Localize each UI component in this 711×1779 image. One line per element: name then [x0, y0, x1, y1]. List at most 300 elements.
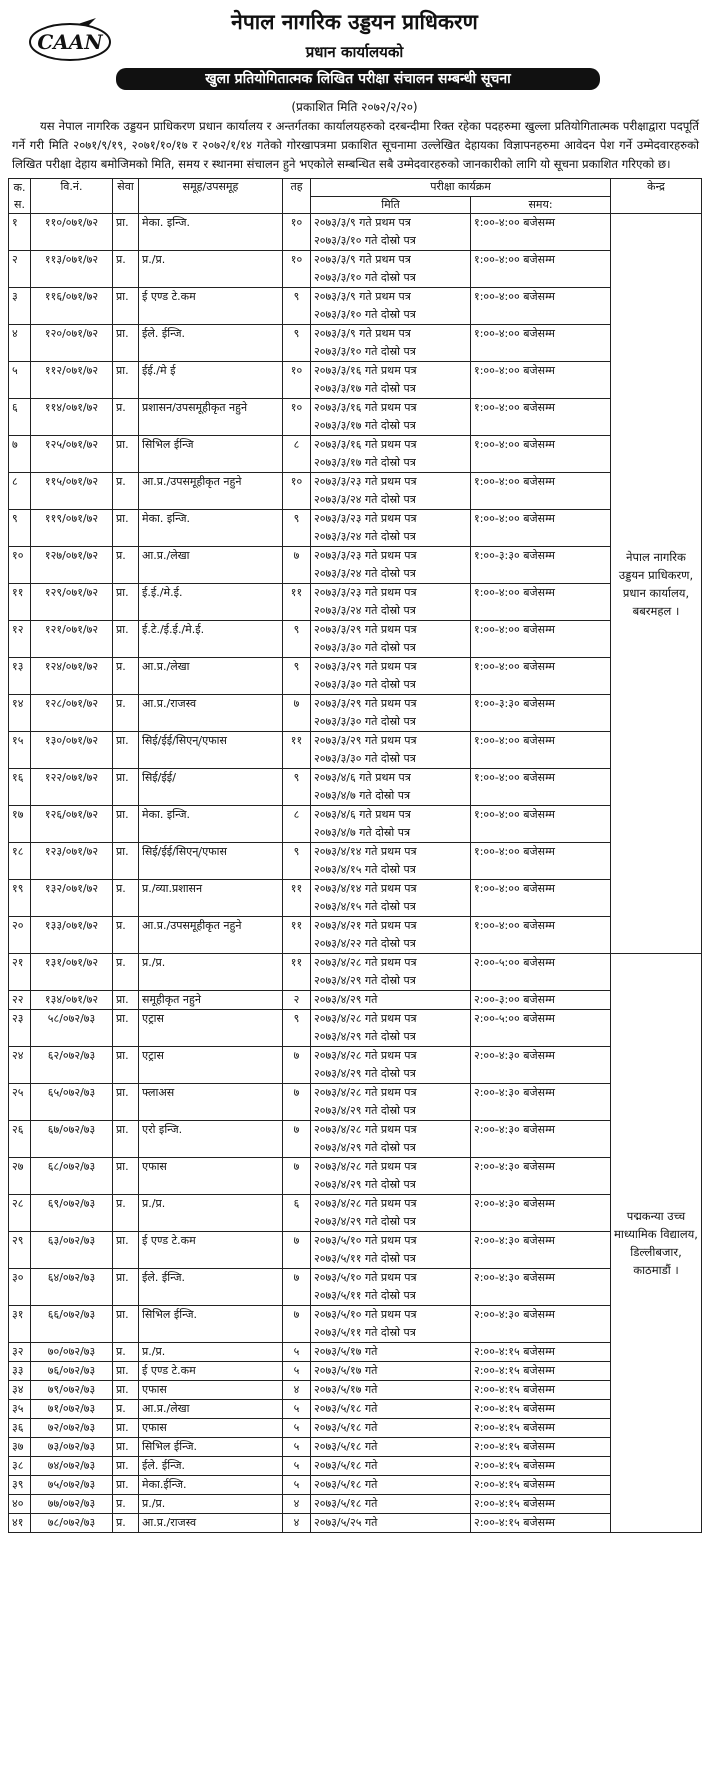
- exam-date-line: २०७३/४/२८ गते प्रथम पत्र: [314, 1049, 417, 1062]
- exam-date-line: २०७३/४/२९ गते दोस्रो पत्र: [314, 1067, 416, 1080]
- row-exam-time: १:००-४:०० बजेसम्म: [471, 732, 611, 769]
- table-header-row: [9, 179, 702, 197]
- row-exam-date: [311, 621, 471, 658]
- row-service: प्रा.: [113, 1476, 139, 1495]
- row-exam-time: २:००-४:३० बजेसम्म: [471, 1121, 611, 1158]
- row-group: प्र./प्र.: [139, 1343, 283, 1362]
- row-ad-no: ११९/०७१/७२: [31, 510, 113, 547]
- row-level: २: [283, 991, 311, 1010]
- table-row: [9, 1010, 702, 1047]
- exam-date-line: २०७३/४/२८ गते प्रथम पत्र: [314, 1197, 417, 1210]
- table-row: [9, 769, 702, 806]
- exam-date-line: २०७३/३/१० गते दोस्रो पत्र: [314, 345, 416, 358]
- published-date: (प्रकाशित मिति २०७२/२/२०): [291, 100, 418, 114]
- exam-date-line: २०७३/४/२९ गते: [314, 993, 378, 1006]
- table-row: [9, 473, 702, 510]
- row-group: सिभिल ईन्जि: [139, 436, 283, 473]
- exam-date-line: २०७३/४/२८ गते प्रथम पत्र: [314, 1012, 417, 1025]
- exam-date-line: २०७३/३/२९ गते प्रथम पत्र: [314, 697, 417, 710]
- row-exam-date: [311, 1419, 471, 1438]
- row-level: ५: [283, 1419, 311, 1438]
- exam-date-line: २०७३/३/३० गते दोस्रो पत्र: [314, 715, 416, 728]
- exam-date-line: २०७३/३/१७ गते दोस्रो पत्र: [314, 456, 416, 469]
- row-group: प्र./प्र.: [139, 1495, 283, 1514]
- row-service: प्रा.: [113, 1306, 139, 1343]
- row-sn: १२: [9, 621, 31, 658]
- row-level: ९: [283, 658, 311, 695]
- row-exam-time: १:००-४:०० बजेसम्म: [471, 621, 611, 658]
- exam-date-line: २०७३/४/२९ गते दोस्रो पत्र: [314, 974, 416, 987]
- row-sn: १३: [9, 658, 31, 695]
- row-exam-time: २:००-४:३० बजेसम्म: [471, 1269, 611, 1306]
- row-service: प्र.: [113, 399, 139, 436]
- row-group: आ.प्र./राजस्व: [139, 1514, 283, 1533]
- row-exam-date: [311, 658, 471, 695]
- row-ad-no: ६२/०७२/७३: [31, 1047, 113, 1084]
- row-ad-no: १२४/०७१/७२: [31, 658, 113, 695]
- row-ad-no: १२६/०७१/७२: [31, 806, 113, 843]
- exam-date-line: २०७३/३/२९ गते प्रथम पत्र: [314, 734, 417, 747]
- row-exam-date: [311, 1084, 471, 1121]
- exam-date-line: २०७३/४/१४ गते प्रथम पत्र: [314, 882, 417, 895]
- row-exam-time: २:००-३:०० बजेसम्म: [471, 991, 611, 1010]
- exam-date-line: २०७३/४/२८ गते प्रथम पत्र: [314, 956, 417, 969]
- exam-date-line: २०७३/५/१० गते प्रथम पत्र: [314, 1234, 417, 1247]
- row-service: प्र.: [113, 1195, 139, 1232]
- row-service: प्र.: [113, 473, 139, 510]
- exam-date-line: २०७३/३/१६ गते प्रथम पत्र: [314, 364, 417, 377]
- exam-date-line: २०७३/३/१६ गते प्रथम पत्र: [314, 438, 417, 451]
- row-level: ९: [283, 510, 311, 547]
- row-ad-no: ६६/०७२/७३: [31, 1306, 113, 1343]
- row-exam-date: [311, 325, 471, 362]
- row-service: प्रा.: [113, 806, 139, 843]
- intro-paragraph: यस नेपाल नागरिक उड्डयन प्राधिकरण प्रधान कार्यालय र अन्तर्गतका कार्यालयहरुको दरबन्दीमा रिक्त रहेका पदहरुमा खुल्ला प्रतियोगितात्मक परीक्षाद्वारा पदपूर्ति गर्ने गरी मिति २०७१/९/१९, २०७१/१०/१७ र २०७२/१/१४ गतेको गोरखापत्रमा प्रकाशित सूचनामा उल्लेखित देहायका विज्ञापनहरुमा आवेदन पेश गर्ने उम्मेदवारहरुको लिखित परीक्षा देहाय बमोजिमको मिति, समय र स्थानमा संचालन हुने भएकोले सम्बन्धित सबै उम्मेदवारहरुको जानकारीको लागि यो सूचना प्रकाशित गरिएको छ।: [12, 119, 699, 171]
- header-sn: क. स.: [9, 179, 31, 214]
- row-level: ५: [283, 1438, 311, 1457]
- row-group: ईले. ईन्जि.: [139, 325, 283, 362]
- row-level: ७: [283, 1158, 311, 1195]
- row-level: १०: [283, 214, 311, 251]
- row-level: ९: [283, 1010, 311, 1047]
- header-center: केन्द्र: [611, 179, 702, 214]
- table-row: [9, 917, 702, 954]
- header-time: समय:: [471, 196, 611, 214]
- row-level: ११: [283, 880, 311, 917]
- row-sn: ३५: [9, 1400, 31, 1419]
- row-sn: ३७: [9, 1438, 31, 1457]
- table-row: [9, 1047, 702, 1084]
- row-service: प्रा.: [113, 1438, 139, 1457]
- table-row: [9, 1362, 702, 1381]
- row-level: ७: [283, 1306, 311, 1343]
- exam-date-line: २०७३/४/२९ गते दोस्रो पत्र: [314, 1030, 416, 1043]
- row-exam-date: [311, 1195, 471, 1232]
- row-level: ९: [283, 288, 311, 325]
- row-group: समूहीकृत नहुने: [139, 991, 283, 1010]
- table-row: [9, 1343, 702, 1362]
- row-exam-date: [311, 584, 471, 621]
- exam-date-line: २०७३/३/२३ गते प्रथम पत्र: [314, 475, 417, 488]
- row-exam-time: २:००-४:३० बजेसम्म: [471, 1306, 611, 1343]
- exam-date-line: २०७३/३/१६ गते प्रथम पत्र: [314, 401, 417, 414]
- row-service: प्रा.: [113, 1269, 139, 1306]
- table-row: [9, 288, 702, 325]
- row-group: प्र./प्र.: [139, 1195, 283, 1232]
- row-exam-date: [311, 1269, 471, 1306]
- row-level: ७: [283, 547, 311, 584]
- row-sn: १५: [9, 732, 31, 769]
- row-group: ईले. ईन्जि.: [139, 1269, 283, 1306]
- table-row: [9, 695, 702, 732]
- row-service: प्र.: [113, 547, 139, 584]
- row-ad-no: ७९/०७२/७३: [31, 1381, 113, 1400]
- row-level: ७: [283, 1269, 311, 1306]
- row-group: एट्रास: [139, 1047, 283, 1084]
- row-ad-no: ११४/०७१/७२: [31, 399, 113, 436]
- table-row: [9, 954, 702, 991]
- row-ad-no: १२०/०७१/७२: [31, 325, 113, 362]
- row-service: प्रा.: [113, 1381, 139, 1400]
- row-level: ५: [283, 1343, 311, 1362]
- row-group: आ.प्र./राजस्व: [139, 695, 283, 732]
- row-level: ११: [283, 584, 311, 621]
- table-row: [9, 547, 702, 584]
- row-ad-no: ६४/०७२/७३: [31, 1269, 113, 1306]
- header-level: तह: [283, 179, 311, 214]
- table-row: [9, 584, 702, 621]
- row-group: मेका.ईन्जि.: [139, 1476, 283, 1495]
- row-group: ई एण्ड टे.कम: [139, 288, 283, 325]
- row-exam-time: २:००-५:०० बजेसम्म: [471, 1010, 611, 1047]
- row-group: फ्लाअस: [139, 1084, 283, 1121]
- table-row: [9, 1419, 702, 1438]
- row-ad-no: ७७/०७२/७३: [31, 1495, 113, 1514]
- row-service: प्रा.: [113, 1121, 139, 1158]
- exam-date-line: २०७३/४/२९ गते दोस्रो पत्र: [314, 1141, 416, 1154]
- exam-date-line: २०७३/५/१७ गते: [314, 1383, 378, 1396]
- row-service: प्र.: [113, 917, 139, 954]
- row-level: ७: [283, 1047, 311, 1084]
- row-exam-date: [311, 954, 471, 991]
- row-ad-no: १३३/०७१/७२: [31, 917, 113, 954]
- office-name: प्रधान कार्यालयको: [305, 43, 404, 61]
- exam-date-line: २०७३/५/१० गते प्रथम पत्र: [314, 1271, 417, 1284]
- row-sn: ४: [9, 325, 31, 362]
- header-date: मिति: [311, 196, 471, 214]
- row-exam-time: २:००-४:१५ बजेसम्म: [471, 1514, 611, 1533]
- row-sn: १६: [9, 769, 31, 806]
- row-service: प्र.: [113, 880, 139, 917]
- exam-date-line: २०७३/३/९ गते प्रथम पत्र: [314, 216, 411, 229]
- row-exam-date: [311, 769, 471, 806]
- row-sn: १४: [9, 695, 31, 732]
- row-exam-time: २:००-४:१५ बजेसम्म: [471, 1381, 611, 1400]
- exam-center: नेपाल नागरिक उड्डयन प्राधिकरण, प्रधान कार्यालय, बबरमहल ।: [611, 214, 702, 954]
- row-exam-time: २:००-४:१५ बजेसम्म: [471, 1343, 611, 1362]
- row-exam-date: [311, 1306, 471, 1343]
- row-group: आ.प्र./उपसमूहीकृत नहुने: [139, 917, 283, 954]
- exam-date-line: २०७३/४/२२ गते दोस्रो पत्र: [314, 937, 416, 950]
- exam-date-line: २०७३/३/२९ गते प्रथम पत्र: [314, 623, 417, 636]
- notice-title-banner: खुला प्रतियोगितात्मक लिखित परीक्षा संचालन सम्बन्धी सूचना: [116, 68, 600, 90]
- row-level: ४: [283, 1514, 311, 1533]
- row-group: सिभिल ईन्जि.: [139, 1306, 283, 1343]
- row-exam-time: १:००-४:०० बजेसम्म: [471, 436, 611, 473]
- row-service: प्रा.: [113, 325, 139, 362]
- row-group: सिई/ईई/सिएन्/एफास: [139, 732, 283, 769]
- exam-date-line: २०७३/३/२४ गते दोस्रो पत्र: [314, 604, 416, 617]
- row-sn: २८: [9, 1195, 31, 1232]
- row-service: प्र.: [113, 1514, 139, 1533]
- row-ad-no: ६९/०७२/७३: [31, 1195, 113, 1232]
- table-row: [9, 1084, 702, 1121]
- row-service: प्र.: [113, 251, 139, 288]
- row-sn: ७: [9, 436, 31, 473]
- row-group: आ.प्र./लेखा: [139, 658, 283, 695]
- table-row: [9, 1121, 702, 1158]
- row-sn: २६: [9, 1121, 31, 1158]
- row-level: ८: [283, 436, 311, 473]
- row-ad-no: १३०/०७१/७२: [31, 732, 113, 769]
- exam-date-line: २०७३/४/६ गते प्रथम पत्र: [314, 771, 411, 784]
- row-sn: २२: [9, 991, 31, 1010]
- row-service: प्रा.: [113, 214, 139, 251]
- row-sn: ५: [9, 362, 31, 399]
- row-exam-date: [311, 991, 471, 1010]
- row-ad-no: ६५/०७२/७३: [31, 1084, 113, 1121]
- row-exam-date: [311, 547, 471, 584]
- exam-date-line: २०७३/५/१८ गते: [314, 1497, 378, 1510]
- row-ad-no: ७५/०७२/७३: [31, 1476, 113, 1495]
- row-ad-no: ११६/०७१/७२: [31, 288, 113, 325]
- row-ad-no: १२५/०७१/७२: [31, 436, 113, 473]
- table-row: [9, 806, 702, 843]
- exam-date-line: २०७३/३/१७ गते दोस्रो पत्र: [314, 382, 416, 395]
- row-service: प्रा.: [113, 288, 139, 325]
- row-level: ५: [283, 1362, 311, 1381]
- org-name: नेपाल नागरिक उड्डयन प्राधिकरण: [231, 10, 478, 34]
- exam-date-line: २०७३/३/२४ गते दोस्रो पत्र: [314, 567, 416, 580]
- row-ad-no: ७१/०७२/७३: [31, 1400, 113, 1419]
- row-exam-time: १:००-३:३० बजेसम्म: [471, 695, 611, 732]
- row-group: मेका. इन्जि.: [139, 214, 283, 251]
- row-service: प्रा.: [113, 362, 139, 399]
- table-row: [9, 1514, 702, 1533]
- table-row: [9, 991, 702, 1010]
- row-group: ई एण्ड टे.कम: [139, 1232, 283, 1269]
- exam-date-line: २०७३/५/११ गते दोस्रो पत्र: [314, 1289, 416, 1302]
- row-service: प्रा.: [113, 1362, 139, 1381]
- row-exam-time: २:००-४:३० बजेसम्म: [471, 1232, 611, 1269]
- row-service: प्र.: [113, 1400, 139, 1419]
- row-level: ५: [283, 1457, 311, 1476]
- row-exam-date: [311, 1343, 471, 1362]
- row-sn: २१: [9, 954, 31, 991]
- row-exam-date: [311, 1438, 471, 1457]
- row-group: सिई/ईई/सिएन्/एफास: [139, 843, 283, 880]
- row-level: १०: [283, 473, 311, 510]
- row-sn: ४०: [9, 1495, 31, 1514]
- row-sn: ४१: [9, 1514, 31, 1533]
- table-row: [9, 1306, 702, 1343]
- row-exam-time: २:००-४:३० बजेसम्म: [471, 1195, 611, 1232]
- row-exam-time: १:००-४:०० बजेसम्म: [471, 843, 611, 880]
- row-sn: ३२: [9, 1343, 31, 1362]
- row-sn: २३: [9, 1010, 31, 1047]
- row-exam-time: १:००-४:०० बजेसम्म: [471, 251, 611, 288]
- exam-center: पद्मकन्या उच्च माध्यामिक विद्यालय, डिल्लीबजार, काठमाडौं ।: [611, 954, 702, 1533]
- row-exam-date: [311, 880, 471, 917]
- row-exam-date: [311, 917, 471, 954]
- row-sn: २५: [9, 1084, 31, 1121]
- exam-date-line: २०७३/४/२९ गते दोस्रो पत्र: [314, 1215, 416, 1228]
- row-sn: ३१: [9, 1306, 31, 1343]
- exam-date-line: २०७३/५/१७ गते: [314, 1364, 378, 1377]
- row-exam-time: २:००-४:१५ बजेसम्म: [471, 1476, 611, 1495]
- row-sn: ३३: [9, 1362, 31, 1381]
- row-sn: १७: [9, 806, 31, 843]
- row-group: आ.प्र./लेखा: [139, 547, 283, 584]
- row-ad-no: १२२/०७१/७२: [31, 769, 113, 806]
- row-service: प्रा.: [113, 1084, 139, 1121]
- row-exam-date: [311, 1514, 471, 1533]
- exam-date-line: २०७३/५/११ गते दोस्रो पत्र: [314, 1326, 416, 1339]
- table-row: [9, 1158, 702, 1195]
- row-ad-no: ११३/०७१/७२: [31, 251, 113, 288]
- exam-date-line: २०७३/३/२३ गते प्रथम पत्र: [314, 512, 417, 525]
- row-level: ६: [283, 1195, 311, 1232]
- row-sn: ३६: [9, 1419, 31, 1438]
- row-exam-time: २:००-५:०० बजेसम्म: [471, 954, 611, 991]
- exam-date-line: २०७३/३/१० गते दोस्रो पत्र: [314, 234, 416, 247]
- row-level: ११: [283, 954, 311, 991]
- table-row: [9, 880, 702, 917]
- row-sn: ११: [9, 584, 31, 621]
- row-exam-time: २:००-४:३० बजेसम्म: [471, 1047, 611, 1084]
- exam-date-line: २०७३/४/२८ गते प्रथम पत्र: [314, 1123, 417, 1136]
- row-ad-no: १३१/०७१/७२: [31, 954, 113, 991]
- row-service: प्र.: [113, 954, 139, 991]
- exam-date-line: २०७३/४/२८ गते प्रथम पत्र: [314, 1160, 417, 1173]
- row-ad-no: ११०/०७१/७२: [31, 214, 113, 251]
- exam-date-line: २०७३/३/२३ गते प्रथम पत्र: [314, 586, 417, 599]
- row-sn: १८: [9, 843, 31, 880]
- exam-date-line: २०७३/३/९ गते प्रथम पत्र: [314, 253, 411, 266]
- row-level: ४: [283, 1381, 311, 1400]
- row-service: प्रा.: [113, 769, 139, 806]
- row-group: आ.प्र./लेखा: [139, 1400, 283, 1419]
- svg-text:CAAN: CAAN: [37, 30, 103, 54]
- row-ad-no: ५८/०७२/७३: [31, 1010, 113, 1047]
- exam-date-line: २०७३/५/१० गते प्रथम पत्र: [314, 1308, 417, 1321]
- row-sn: ६: [9, 399, 31, 436]
- row-service: प्रा.: [113, 436, 139, 473]
- row-exam-time: १:००-४:०० बजेसम्म: [471, 362, 611, 399]
- exam-date-line: २०७३/३/२४ गते दोस्रो पत्र: [314, 530, 416, 543]
- row-level: ११: [283, 917, 311, 954]
- row-sn: ३८: [9, 1457, 31, 1476]
- row-sn: २९: [9, 1232, 31, 1269]
- table-row: [9, 732, 702, 769]
- row-level: ७: [283, 1232, 311, 1269]
- row-level: ५: [283, 1476, 311, 1495]
- table-row: [9, 1438, 702, 1457]
- row-level: ९: [283, 843, 311, 880]
- exam-date-line: २०७३/४/२९ गते दोस्रो पत्र: [314, 1104, 416, 1117]
- row-level: १०: [283, 251, 311, 288]
- exam-date-line: २०७३/५/१८ गते: [314, 1459, 378, 1472]
- exam-date-line: २०७३/५/१८ गते: [314, 1402, 378, 1415]
- table-row: [9, 436, 702, 473]
- exam-date-line: २०७३/४/२९ गते दोस्रो पत्र: [314, 1178, 416, 1191]
- table-row: [9, 362, 702, 399]
- row-exam-time: २:००-४:१५ बजेसम्म: [471, 1419, 611, 1438]
- row-exam-time: २:००-४:३० बजेसम्म: [471, 1084, 611, 1121]
- row-ad-no: ६३/०७२/७३: [31, 1232, 113, 1269]
- row-ad-no: ७८/०७२/७३: [31, 1514, 113, 1533]
- row-exam-date: [311, 843, 471, 880]
- row-group: एफास: [139, 1158, 283, 1195]
- row-exam-time: १:००-३:३० बजेसम्म: [471, 547, 611, 584]
- row-exam-date: [311, 1362, 471, 1381]
- row-sn: २७: [9, 1158, 31, 1195]
- table-row: [9, 325, 702, 362]
- row-sn: ९: [9, 510, 31, 547]
- row-service: प्र.: [113, 1495, 139, 1514]
- row-group: सिभिल ईन्जि.: [139, 1438, 283, 1457]
- exam-date-line: २०७३/५/२५ गते: [314, 1516, 378, 1529]
- row-exam-date: [311, 1047, 471, 1084]
- row-exam-time: १:००-४:०० बजेसम्म: [471, 584, 611, 621]
- exam-date-line: २०७३/५/१७ गते: [314, 1345, 378, 1358]
- exam-date-line: २०७३/४/२८ गते प्रथम पत्र: [314, 1086, 417, 1099]
- exam-date-line: २०७३/४/७ गते दोस्रो पत्र: [314, 826, 411, 839]
- table-row: [9, 214, 702, 251]
- exam-date-line: २०७३/३/२३ गते प्रथम पत्र: [314, 549, 417, 562]
- row-group: ईले. ईन्जि.: [139, 1457, 283, 1476]
- row-level: ७: [283, 695, 311, 732]
- row-exam-date: [311, 1121, 471, 1158]
- row-ad-no: ७०/०७२/७३: [31, 1343, 113, 1362]
- row-group: प्रशासन/उपसमूहीकृत नहुने: [139, 399, 283, 436]
- row-exam-time: २:००-४:१५ बजेसम्म: [471, 1362, 611, 1381]
- row-ad-no: १२३/०७१/७२: [31, 843, 113, 880]
- exam-schedule-table: [8, 178, 702, 1533]
- row-sn: ८: [9, 473, 31, 510]
- row-service: प्रा.: [113, 1457, 139, 1476]
- row-group: प्र./प्र.: [139, 251, 283, 288]
- row-service: प्रा.: [113, 991, 139, 1010]
- row-service: प्रा.: [113, 510, 139, 547]
- row-level: ७: [283, 1121, 311, 1158]
- row-ad-no: १२९/०७१/७२: [31, 584, 113, 621]
- row-exam-date: [311, 473, 471, 510]
- row-sn: २४: [9, 1047, 31, 1084]
- row-ad-no: ७३/०७२/७३: [31, 1438, 113, 1457]
- row-level: ९: [283, 769, 311, 806]
- row-ad-no: ११५/०७१/७२: [31, 473, 113, 510]
- row-group: मेका. इन्जि.: [139, 510, 283, 547]
- row-group: प्र./व्या.प्रशासन: [139, 880, 283, 917]
- row-ad-no: १२८/०७१/७२: [31, 695, 113, 732]
- row-exam-time: १:००-४:०० बजेसम्म: [471, 473, 611, 510]
- exam-date-line: २०७३/४/६ गते प्रथम पत्र: [314, 808, 411, 821]
- row-service: प्रा.: [113, 1010, 139, 1047]
- exam-date-line: २०७३/५/११ गते दोस्रो पत्र: [314, 1252, 416, 1265]
- row-service: प्रा.: [113, 732, 139, 769]
- exam-date-line: २०७३/३/९ गते प्रथम पत्र: [314, 290, 411, 303]
